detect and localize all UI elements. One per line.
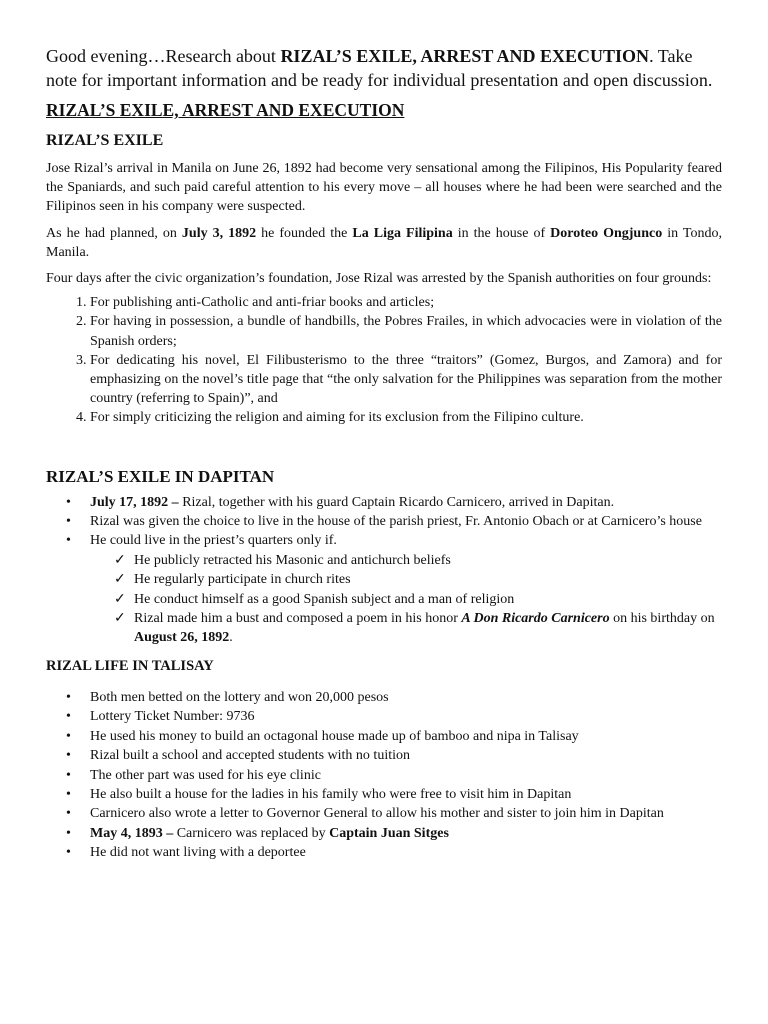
list-item: • He also built a house for the ladies in his family who were free to visit him in Dapitan	[46, 785, 722, 804]
replacement-name: Captain Juan Sitges	[329, 825, 449, 841]
bullet-icon: •	[66, 825, 71, 841]
dapitan-arrival-date: July 17, 1892 –	[90, 494, 179, 510]
list-item: • Rizal built a school and accepted students with no tuition	[46, 746, 722, 765]
liga-host: Doroteo Ongjunco	[550, 225, 663, 241]
talisay-list	[46, 688, 722, 863]
list-item: • May 4, 1893 – Carnicero was replaced by Captain Juan Sitges	[46, 824, 722, 843]
intro-paragraph: Good evening…Research about RIZAL’S EXILE, ARREST AND EXECUTION. Take note for important information and be ready for individual presentation and open discussion.	[46, 46, 713, 90]
list-item: 4. For simply criticizing the religion and aiming for its exclusion from the Filipino culture.	[90, 408, 722, 427]
bullet-icon: •	[66, 806, 71, 822]
bullet-icon: •	[66, 709, 71, 725]
conditions-checklist	[90, 551, 722, 648]
bullet-icon: •	[66, 689, 71, 705]
bullet-icon: •	[66, 748, 71, 764]
list-item: • Lottery Ticket Number: 9736	[46, 707, 722, 726]
intro-greeting: Good evening…Research about	[46, 46, 281, 66]
poem-title: A Don Ricardo Carnicero	[461, 611, 610, 627]
list-item: 2. For having in possession, a bundle of handbills, the Pobres Frailes, in which advocacies were in violation of the Spanish orders;	[90, 312, 722, 350]
bullet-icon: •	[66, 494, 71, 510]
liga-name: La Liga Filipina	[352, 225, 453, 241]
exile-paragraph-arrival: Jose Rizal’s arrival in Manila on June 26, 1892 had become very sensational among the Filipinos, His Popularity feared the Spaniards, and such paid careful attention to his every move – all houses where he had been were searched and the Filipinos seen in his company were suspected.	[46, 161, 722, 215]
arrest-grounds-list	[46, 293, 722, 427]
list-item: • He did not want living with a deportee	[46, 843, 722, 862]
exile-paragraph-arrest: Four days after the civic organization’s foundation, Jose Rizal was arrested by the Spanish authorities on four grounds:	[46, 271, 712, 287]
list-item: • July 17, 1892 – Rizal, together with his guard Captain Ricardo Carnicero, arrived in Dapitan.	[46, 493, 722, 512]
intro-topic: RIZAL’S EXILE, ARREST AND EXECUTION	[280, 46, 650, 66]
birthday-date: August 26, 1892	[134, 630, 230, 646]
exile-heading: RIZAL’S EXILE	[46, 132, 164, 149]
checklist-item: ✓ Rizal made him a bust and composed a poem in his honor A Don Ricardo Carnicero on his birthday on August 26, 1892.	[114, 611, 715, 646]
intro-instructions: Take note for important information and be ready for individual presentation and open discussion.	[46, 46, 713, 90]
list-item: • Both men betted on the lottery and won 20,000 pesos	[46, 688, 722, 707]
list-item: • The other part was used for his eye clinic	[46, 766, 722, 785]
dapitan-list	[46, 493, 722, 648]
checklist-item: ✓ He regularly participate in church rites	[90, 570, 722, 589]
list-item: • Carnicero also wrote a letter to Governor General to allow his mother and sister to join him in Dapitan	[46, 804, 722, 823]
list-item: 3. For dedicating his novel, El Filibusterismo to the three “traitors” (Gomez, Burgos, and Zamora) and for emphasizing on the novel’s title page that “the only salvation for the Philippines was separation from the mother country (referring to Spain)”, and	[90, 351, 722, 409]
list-item: • He used his money to build an octagonal house made up of bamboo and nipa in Talisay	[46, 727, 722, 746]
list-item: 1. For publishing anti-Catholic and anti-friar books and articles;	[90, 293, 722, 312]
bullet-icon: •	[66, 533, 71, 549]
replacement-date: May 4, 1893 –	[90, 825, 174, 841]
check-icon: ✓	[114, 611, 126, 627]
check-icon: ✓	[114, 552, 126, 568]
bullet-icon: •	[66, 786, 71, 802]
liga-date: July 3, 1892	[181, 225, 257, 241]
list-item: • Rizal was given the choice to live in the house of the parish priest, Fr. Antonio Obach or at Carnicero’s house	[46, 512, 722, 531]
checklist-item: ✓ He conduct himself as a good Spanish subject and a man of religion	[90, 590, 722, 609]
dapitan-heading: RIZAL’S EXILE IN DAPITAN	[46, 466, 275, 486]
list-item: • He could live in the priest’s quarters only if. ✓ He publicly retracted his Masonic and antichurch beliefs ✓ He regularly participate in church rites ✓ He conduct himself as a good Spanish subject and a man of religion ✓ Rizal made him a bust and composed a poem in his honor A Don Ricardo Carnicero on his birthday on August 26, 1892.	[46, 531, 722, 647]
main-heading: RIZAL’S EXILE, ARREST AND EXECUTION	[46, 100, 405, 120]
bullet-icon: •	[66, 845, 71, 861]
bullet-icon: •	[66, 767, 71, 783]
check-icon: ✓	[114, 591, 126, 607]
exile-paragraph-liga: As he had planned, on July 3, 1892 he founded the La Liga Filipina in the house of Doroteo Ongjunco in Tondo, Manila.	[46, 225, 722, 260]
bullet-icon: •	[66, 728, 71, 744]
check-icon: ✓	[114, 572, 126, 588]
bullet-icon: •	[66, 514, 71, 530]
checklist-item: ✓ He publicly retracted his Masonic and antichurch beliefs	[90, 551, 722, 570]
talisay-heading: RIZAL LIFE IN TALISAY	[46, 657, 214, 674]
